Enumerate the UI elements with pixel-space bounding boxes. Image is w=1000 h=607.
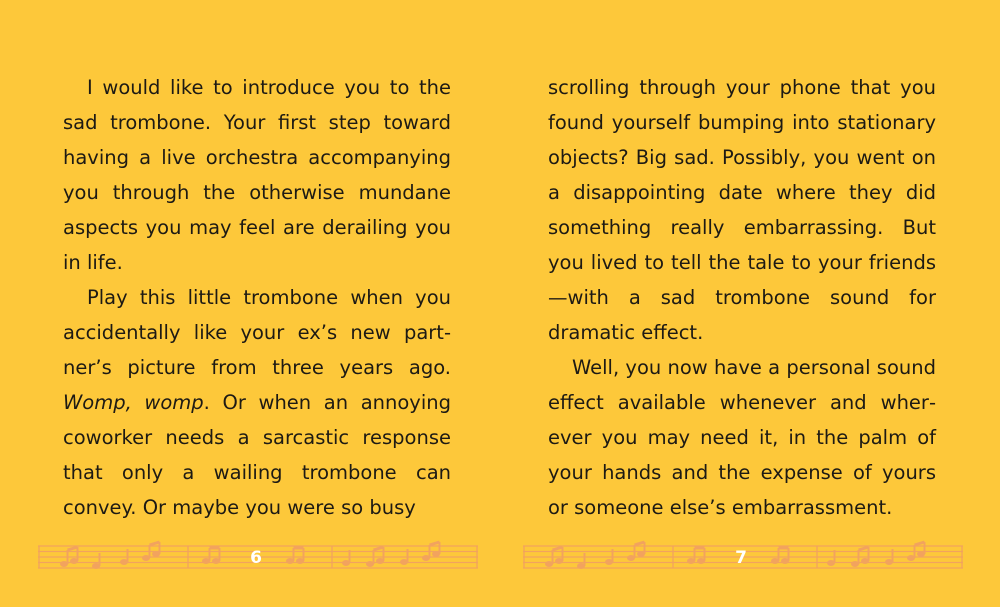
music-staff-footer-right [523,540,963,574]
music-note-icon [827,550,835,566]
paragraph-text: Play this little trombone when you accidentally like your ex’s new partner’s picture from three years ago. [63,286,451,379]
paragraph: scrolling through your phone that you found yourself bumping into stationary objects? Big sad. Possibly, you went on a disappointing date where they did something really embarrassing. But you lived to tell the tale to your friends—with a sad trombone sound for dramatic effect. [548,76,936,344]
paragraph [63,280,451,525]
paragraph: I would like to introduce you to the sad trombone. Your first step toward having a live orchestra accompanying you through the otherwise mundane aspects you may feel are derailing you in life. [63,76,451,274]
double-eighth-note-icon [286,548,304,564]
music-note-icon [577,553,585,569]
music-note-icon [92,553,100,569]
music-note-icon [342,550,350,566]
double-eighth-note-icon [687,548,705,564]
paragraph: Well, you now have a personal sound effect available whenever and wherever you may need it, in the palm of your hands and the expense of yours or someone else’s embarrassment. [548,356,936,519]
left-page-text [63,70,451,525]
page-number: 7 [735,548,747,568]
paragraph-text: . Or when an annoying coworker needs a sarcastic response that only a wailing trombone can convey. Or maybe you were so busy [63,391,452,519]
double-eighth-note-icon [771,548,789,564]
emphasis-text: Womp, womp [63,391,204,414]
music-staff-footer-left [38,540,478,574]
page-number: 6 [250,548,262,568]
double-eighth-note-icon [202,548,220,564]
right-page-text [548,70,936,525]
